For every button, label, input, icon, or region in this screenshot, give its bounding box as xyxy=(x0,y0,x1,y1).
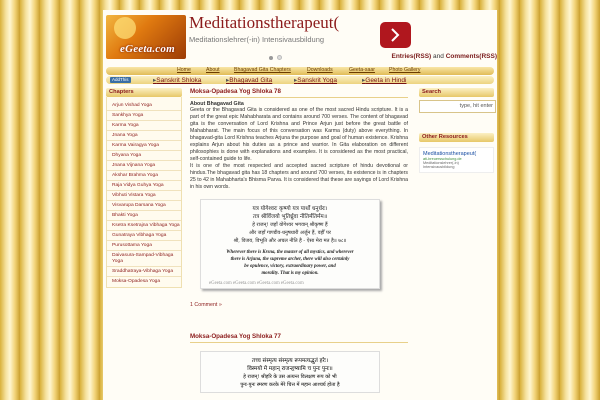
chapter-link[interactable]: Daivasura-Sampad-Vibhaga Yoga xyxy=(107,251,181,267)
post-2 xyxy=(190,333,408,393)
chapter-link[interactable]: Moksa-Opadesa Yoga xyxy=(112,278,161,284)
ad-subtitle: Meditationslehrer(-in) Intensivausbildung xyxy=(189,35,325,44)
nav-home[interactable]: Home xyxy=(177,67,191,73)
verse-watermark: eGeeta.com eGeeta.com eGeeta.com eGeeta.com xyxy=(209,281,304,286)
sidebar-ad[interactable] xyxy=(419,147,494,173)
nav-about[interactable]: About xyxy=(206,67,220,73)
header xyxy=(103,10,497,58)
post-paragraph: It is one of the most respected and accepted sacred scripture of hindu devotional or hindus.The bhagavad gita has 18 chapters and around 700 verses, its existence is in chapters 25 to 42 in Mahabharta's Bhisma Parva. It is considered that these are sayings of Lord Krishna in his own words. xyxy=(190,163,408,190)
chapters-list xyxy=(106,97,182,288)
chapter-link[interactable]: Ksetra Ksetrajna Vibhaga Yoga xyxy=(107,221,181,231)
chapter-link[interactable]: Karma Vairagya Yoga xyxy=(107,141,181,151)
page-container xyxy=(103,10,497,400)
verse-image xyxy=(200,351,380,393)
rss-entries-link[interactable]: Entries(RSS) xyxy=(391,53,432,60)
chapter-link[interactable]: Raja Vidya Guhya Yoga xyxy=(107,181,181,191)
rss-links xyxy=(391,53,497,60)
rss-and: and xyxy=(433,53,444,60)
site-logo[interactable] xyxy=(106,15,186,59)
verse-sanskrit-line: यत्र योगेश्वरः कृष्णो यत्र पार्थो धनुर्धरः। xyxy=(252,206,328,212)
logo-text: eGeeta.com xyxy=(120,43,175,55)
verse-english-line: Wherever there is Krsna, the master of all mystics, and wherever xyxy=(226,250,354,255)
verse-image xyxy=(200,199,380,289)
sidebar-ad-description: Meditationslehrer(-in) Intensivausbildung xyxy=(423,161,459,169)
nav-downloads[interactable]: Downloads xyxy=(307,67,333,73)
link-sanskrit-shloka[interactable]: ▸ Sanskrit Shloka xyxy=(153,76,201,84)
ad-pager-dot-active[interactable] xyxy=(269,56,273,60)
ad-pager-dot[interactable] xyxy=(277,55,282,60)
nav-geeta-saar[interactable]: Geeta-saar xyxy=(349,67,375,73)
sub-links-bar xyxy=(106,76,494,84)
verse-sanskrit-line: तच्च संस्मृत्य संस्मृत्य रूपमत्यद्भुतं हरेः। xyxy=(251,358,329,364)
post-paragraph: Geeta or the Bhagavad Gita is considered as one of the most sacred Hindu scripture. It is a part of the great epic Mahabharata and contains around 700 verses. The content of bhagavad gita is the conversation of Lord Krishna and Prince Arjun just before the great battle of Mahabharat. The main focus of this conversation was Karma (duty) above everything. In bhagavad-gita Lord Krishna teaches Arjuna the purpose and goal of human existence. Krishna explains Arjun about his duties as a prince and warrior. In Gita elaboration on different philosophies is done with explanations and examples. It is considered as the most practical, self-contained guide to life. xyxy=(190,107,408,162)
verse-english-line: morality. That is my opinion. xyxy=(261,271,319,276)
chapter-link[interactable]: Sraddhatraya-Vibhaga Yoga xyxy=(107,267,181,277)
comments-link[interactable]: 1 Comment » xyxy=(190,302,222,308)
verse-sanskrit-line: विस्मयो मे महान् राजन्हृष्यामि च पुनः पुनः॥ xyxy=(247,366,333,372)
verse-hindi-line: श्री, विजय, विभूति और अचल नीति है - ऐसा मेरा मत है॥ ७८॥ xyxy=(233,238,347,244)
verse-english-line: be opulence, victory, extraordinary power, and xyxy=(244,264,336,269)
verse-hindi-line: हे राजन्! श्रीहरि के उस अत्यन्त विलक्षण रूप को भी xyxy=(243,374,337,380)
chevron-right-icon xyxy=(390,28,400,42)
search-heading: Search xyxy=(419,88,494,97)
chapters-heading: Chapters xyxy=(106,88,182,97)
nav-photo-gallery[interactable]: Photo Gallery xyxy=(389,67,421,73)
link-sanskrit-yoga[interactable]: ▸ Sanskrit Yoga xyxy=(294,76,337,84)
verse-hindi-line: पुनः-पुनः स्मरण करके मेरे चित्त में महान आश्चर्य होता है xyxy=(240,382,340,388)
ad-next-button[interactable] xyxy=(380,22,411,48)
chapter-link[interactable]: Bhakti Yoga xyxy=(107,211,181,221)
chapter-link[interactable]: Sankhya Yoga xyxy=(107,111,181,121)
chapter-link[interactable]: Jnana Vijnana Yoga xyxy=(107,161,181,171)
logo-glow xyxy=(114,17,136,39)
right-sidebar xyxy=(419,88,494,173)
post-subheading: About Bhagavad Gita xyxy=(190,101,244,107)
chapter-link[interactable]: Akshar Brahma Yoga xyxy=(107,171,181,181)
main-nav xyxy=(106,67,494,75)
nav-chapters[interactable]: Bhagavad Gita Chapters xyxy=(234,67,291,73)
chapter-link[interactable]: Dhyana Yoga xyxy=(107,151,181,161)
search-input[interactable]: type, hit enter xyxy=(419,100,496,113)
addthis-button[interactable]: AddThis xyxy=(112,77,129,82)
ad-title-link[interactable]: Meditationstherapeut( xyxy=(189,13,340,32)
verse-hindi-line: हे राजन्! जहाँ योगेश्वर भगवान् श्रीकृष्ण हैं xyxy=(252,222,328,228)
verse-english-line: there is Arjuna, the supreme archer, there will also certainly xyxy=(230,257,350,262)
link-geeta-in-hindi[interactable]: ▸ Geeta in Hindi xyxy=(362,76,406,84)
chapter-link[interactable]: Karma Yoga xyxy=(107,121,181,131)
link-bhagavad-gita[interactable]: ▸ Bhagavad Gita xyxy=(226,76,272,84)
other-resources-heading: Other Resources xyxy=(419,133,494,142)
rss-comments-link[interactable]: Comments(RSS) xyxy=(445,53,497,60)
main-content xyxy=(190,88,408,393)
sidebar-ad-title[interactable]: Meditationstherapeut( xyxy=(423,151,477,157)
chapter-link[interactable]: Vibhuti Vistara Yoga xyxy=(107,191,181,201)
chapter-link[interactable]: Jnana Yoga xyxy=(107,131,181,141)
post-title-link[interactable]: Moksa-Opadesa Yog Shloka 78 xyxy=(190,88,408,98)
ad-pager[interactable] xyxy=(269,47,286,65)
sidebar-ad-url: ati-breuersschulung.de xyxy=(423,157,462,161)
verse-sanskrit-line: तत्र श्रीर्विजयो भूतिर्ध्रुवा नीतिर्मतिर्मम॥ xyxy=(252,214,328,220)
chapter-link[interactable]: Visvarupa Darsana Yoga xyxy=(107,201,181,211)
chapters-sidebar xyxy=(106,88,182,288)
chapter-link[interactable]: Purusottama Yoga xyxy=(107,241,181,251)
post-title-link[interactable]: Moksa-Opadesa Yog Shloka 77 xyxy=(190,333,408,343)
chapter-link[interactable]: Gunatraya Vibhaga Yoga xyxy=(107,231,181,241)
chapter-link[interactable]: Arjun Vishad Yoga xyxy=(107,101,181,111)
verse-hindi-line: और जहाँ गाण्डीव-धनुषधारी अर्जुन हैं, वहीँ पर xyxy=(249,230,331,236)
